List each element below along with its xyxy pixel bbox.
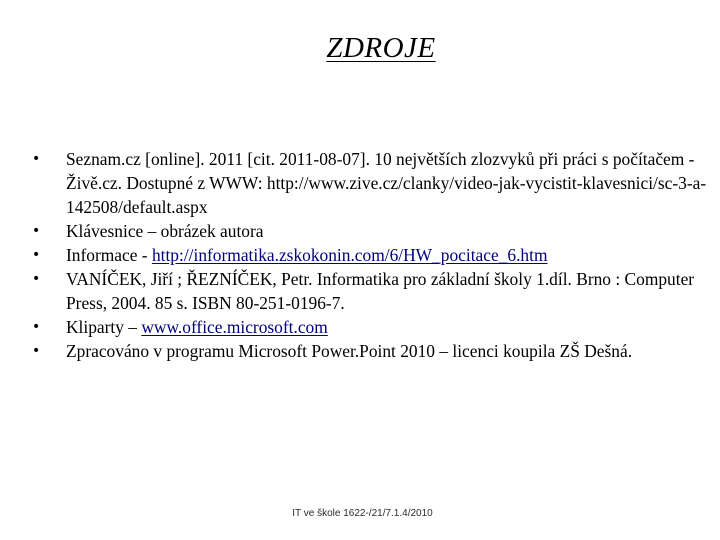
- bullet-icon: •: [32, 151, 41, 167]
- list-item: [30, 339, 710, 363]
- source-prefix: Kliparty –: [66, 317, 142, 337]
- source-text: Seznam.cz [online]. 2011 [cit. 2011-08-07]. 10 největších zlozvyků při práci s počítačem - Živě.cz. Dostupné z WWW: http://www.zive.cz/clanky/video-jak-vycistit-klavesnici/sc-3-a-142508/default.aspx: [66, 149, 707, 217]
- source-text: VANÍČEK, Jiří ; ŘEZNÍČEK, Petr. Informatika pro základní školy 1.díl. Brno : Computer Press, 2004. 85 s. ISBN 80-251-0196-7.: [66, 269, 695, 313]
- list-item: [30, 147, 710, 219]
- list-item: [30, 243, 710, 267]
- slide-footer: IT ve škole 1622-/21/7.1.4/2010: [292, 508, 433, 519]
- list-item: [30, 267, 710, 315]
- bullet-icon: •: [32, 223, 41, 239]
- source-prefix: Informace -: [66, 245, 152, 265]
- list-item: [30, 315, 710, 339]
- source-text: Zpracováno v programu Microsoft Power.Point 2010 – licenci koupila ZŠ Dešná.: [66, 341, 633, 361]
- source-link[interactable]: http://informatika.zskokonin.com/6/HW_pocitace_6.htm: [151, 245, 548, 265]
- bullet-icon: •: [32, 319, 41, 335]
- source-text: Klávesnice – obrázek autora: [66, 221, 264, 241]
- bullet-icon: •: [32, 343, 41, 359]
- slide-title: ZDROJE: [326, 32, 436, 64]
- bullet-icon: •: [32, 271, 41, 287]
- sources-list: [30, 147, 710, 363]
- source-link[interactable]: www.office.microsoft.com: [141, 317, 328, 337]
- bullet-icon: •: [32, 247, 41, 263]
- list-item: [30, 219, 710, 243]
